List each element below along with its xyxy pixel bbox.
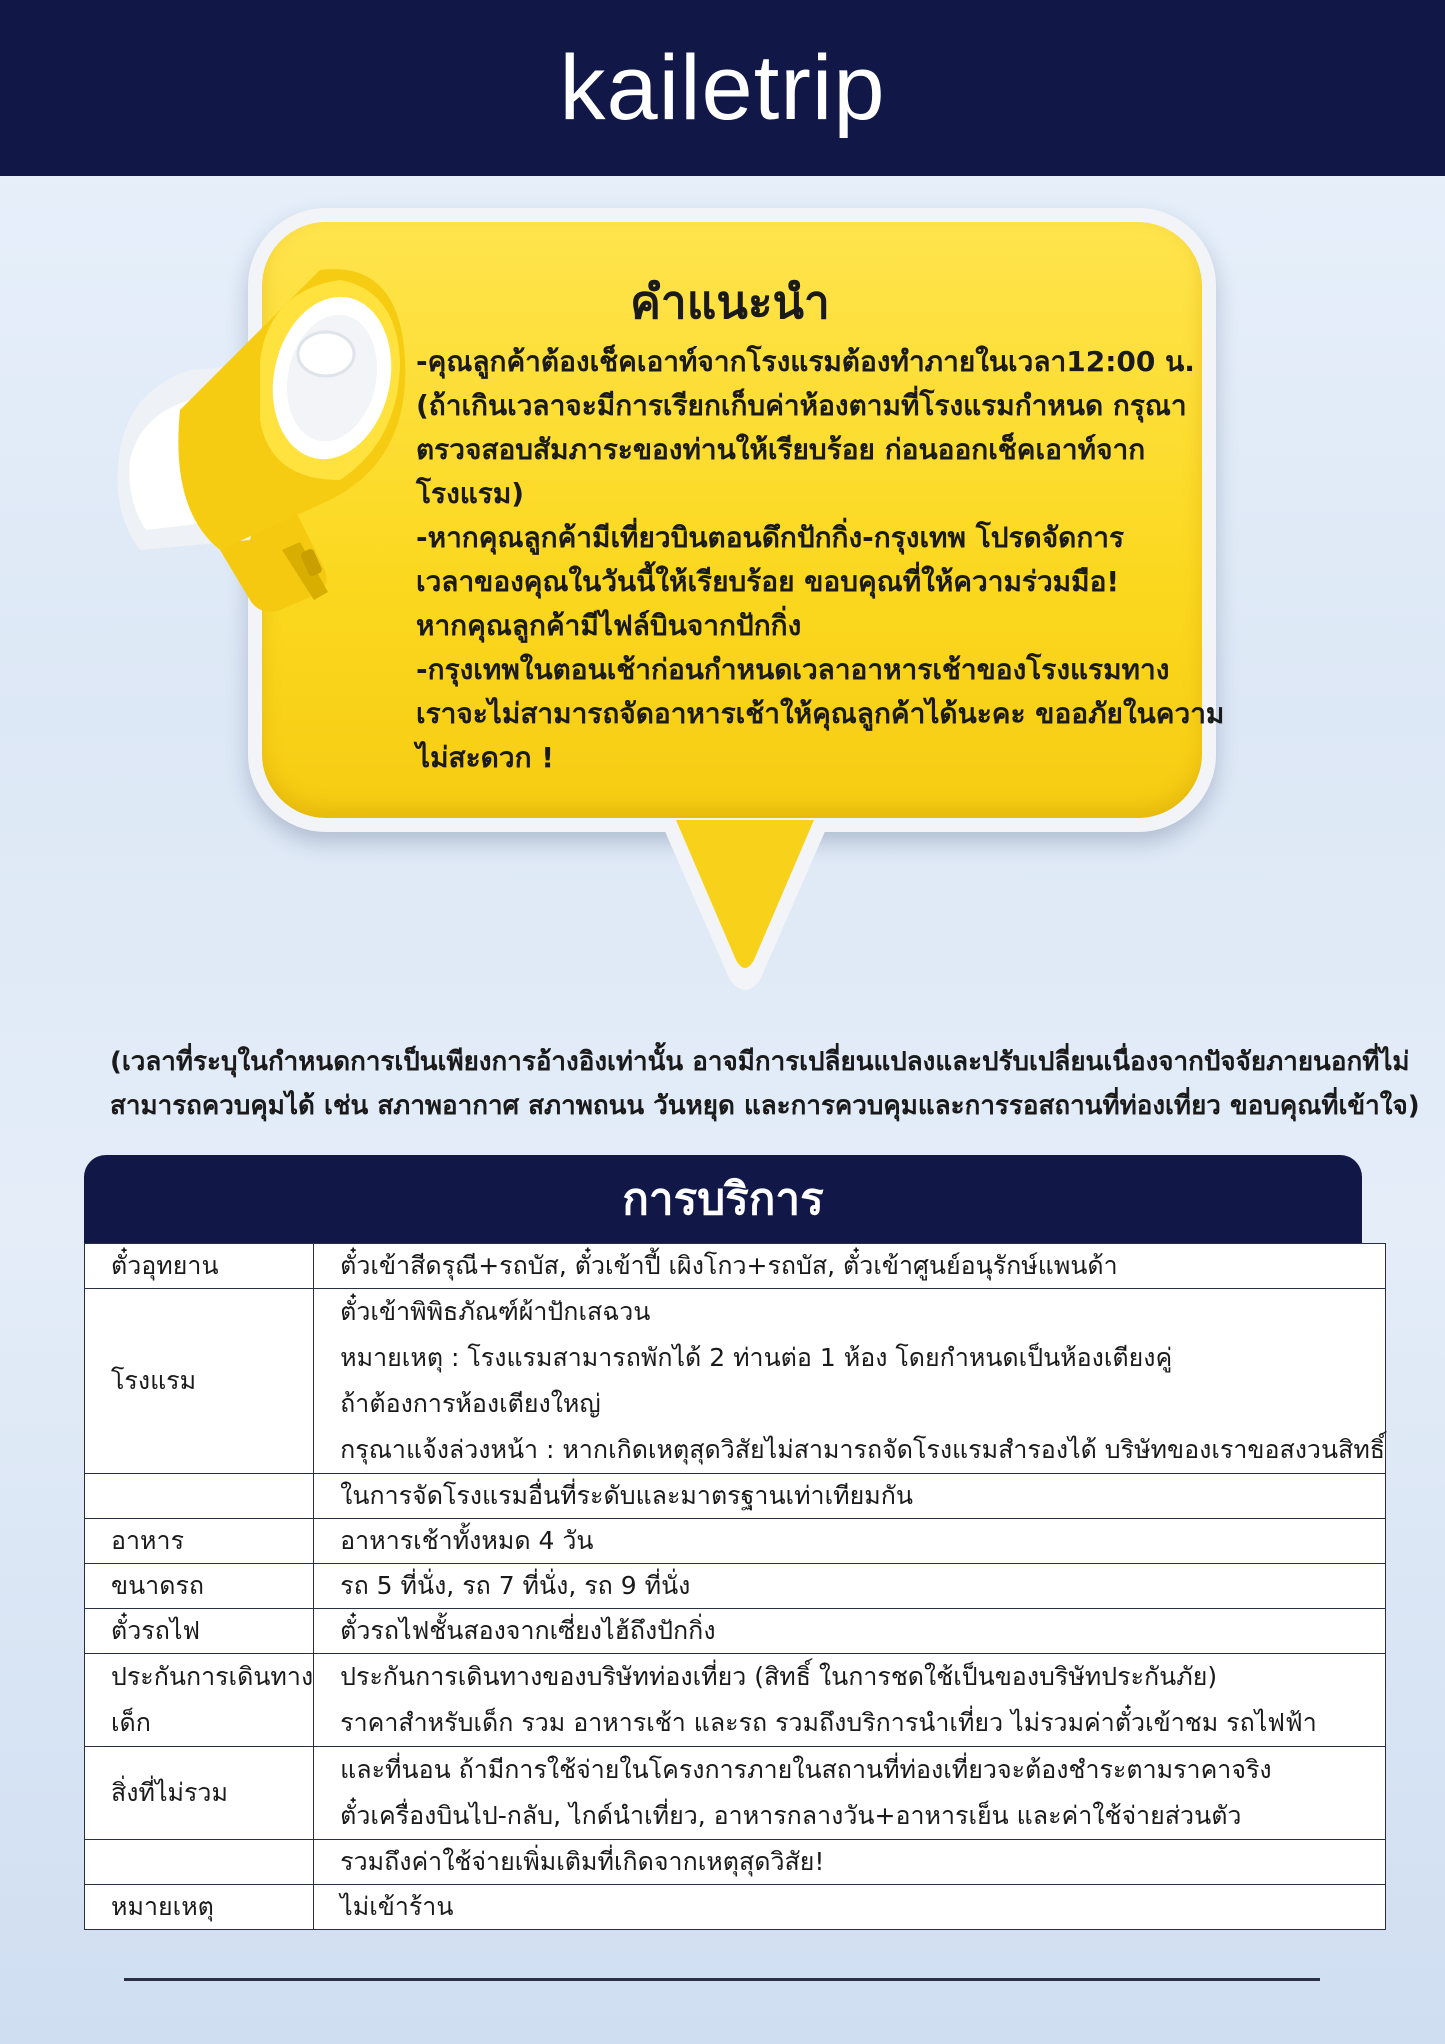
brand-logo: kailetrip xyxy=(559,36,886,139)
row-value-line: ประกันการเดินทางของบริษัทท่องเที่ยว (สิทธิ์ ในการชดใช้เป็นของบริษัทประกันภัย) xyxy=(340,1662,1218,1691)
disclaimer-line: สามารถควบคุมได้ เช่น สภาพอากาศ สภาพถนน วันหยุด และการควบคุมและการรอสถานที่ท่องเที่ยว ขอบคุณที่เข้าใจ) xyxy=(110,1091,1420,1121)
table-row xyxy=(85,1244,1386,1289)
disclaimer-line: (เวลาที่ระบุในกำหนดการเป็นเพียงการอ้างอิงเท่านั้น อาจมีการเปลี่ยนแปลงและปรับเปลี่ยนเนื่องจากปัจจัยภายนอกที่ไม่ xyxy=(110,1047,1410,1077)
footer-divider xyxy=(124,1978,1320,1981)
row-label: ขนาดรถ xyxy=(85,1564,314,1609)
table-row xyxy=(85,1289,1386,1474)
tips-text xyxy=(416,340,1225,780)
table-row xyxy=(85,1609,1386,1654)
table-row xyxy=(85,1654,1386,1747)
tips-line: -คุณลูกค้าต้องเช็คเอาท์จากโรงแรมต้องทำภายในเวลา12:00 น. xyxy=(416,345,1195,378)
tips-line: ไม่สะดวก ! xyxy=(416,741,555,774)
megaphone-icon xyxy=(100,250,410,630)
row-label: สิ่งที่ไม่รวม xyxy=(85,1747,314,1840)
row-label xyxy=(85,1654,314,1747)
table-row xyxy=(85,1564,1386,1609)
table-row xyxy=(85,1747,1386,1840)
tips-title: คำแนะนำ xyxy=(630,275,830,329)
row-label: ตั๋วรถไฟ xyxy=(85,1609,314,1654)
row-value xyxy=(314,1747,1386,1840)
row-label xyxy=(85,1474,314,1519)
table-row xyxy=(85,1474,1386,1519)
table-row xyxy=(85,1885,1386,1930)
tips-line: -หากคุณลูกค้ามีเที่ยวบินตอนดึกปักกิ่ง-กรุงเทพ โปรดจัดการ xyxy=(416,521,1125,554)
tips-line: เราจะไม่สามารถจัดอาหารเช้าให้คุณลูกค้าได้นะคะ ขออภัยในความ xyxy=(416,697,1225,730)
tips-line: (ถ้าเกินเวลาจะมีการเรียกเก็บค่าห้องตามที่โรงแรมกำหนด กรุณา xyxy=(416,389,1187,422)
row-label: โรงแรม xyxy=(85,1289,314,1474)
row-value xyxy=(314,1289,1386,1474)
header-bar xyxy=(0,0,1445,176)
tips-line: -กรุงเทพในตอนเช้าก่อนกำหนดเวลาอาหารเช้าของโรงแรมทาง xyxy=(416,653,1170,686)
row-value-line: ตั๋วเครื่องบินไป-กลับ, ไกด์นำเที่ยว, อาหารกลางวัน+อาหารเย็น และค่าใช้จ่ายส่วนตัว xyxy=(340,1801,1242,1830)
row-label: หมายเหตุ xyxy=(85,1885,314,1930)
row-value: อาหารเช้าทั้งหมด 4 วัน xyxy=(314,1519,1386,1564)
row-value-line: ราคาสำหรับเด็ก รวม อาหารเช้า และรถ รวมถึงบริการนำเที่ยว ไม่รวมค่าตั๋วเข้าชม รถไฟฟ้า xyxy=(340,1708,1317,1737)
row-label: อาหาร xyxy=(85,1519,314,1564)
bubble-tail-icon xyxy=(650,820,840,1000)
row-value-line: หมายเหตุ : โรงแรมสามารถพักได้ 2 ท่านต่อ 1 ห้อง โดยกำหนดเป็นห้องเตียงคู่ xyxy=(340,1343,1173,1372)
row-value: ตั๋วรถไฟชั้นสองจากเซี่ยงไฮ้ถึงปักกิ่ง xyxy=(314,1609,1386,1654)
row-value-line: กรุณาแจ้งล่วงหน้า : หากเกิดเหตุสุดวิสัยไม่สามารถจัดโรงแรมสำรองได้ บริษัทของเราขอสงวนสิทธิ์ xyxy=(340,1435,1386,1464)
table-row xyxy=(85,1840,1386,1885)
row-value: ไม่เข้าร้าน xyxy=(314,1885,1386,1930)
table-row xyxy=(85,1519,1386,1564)
row-value-line: ถ้าต้องการห้องเตียงใหญ่ xyxy=(340,1389,601,1418)
tips-line: เวลาของคุณในวันนี้ให้เรียบร้อย ขอบคุณที่ให้ความร่วมมือ! xyxy=(416,565,1120,598)
row-value xyxy=(314,1654,1386,1747)
tips-line: โรงแรม) xyxy=(416,477,525,510)
tips-line: หากคุณลูกค้ามีไฟล์บินจากปักกิ่ง xyxy=(416,609,802,642)
services-title: การบริการ xyxy=(622,1174,824,1225)
row-label-line: เด็ก xyxy=(111,1708,151,1737)
row-value: ตั๋วเข้าสีดรุณี+รถบัส, ตั๋วเข้าปี้ เผิงโกว+รถบัส, ตั๋วเข้าศูนย์อนุรักษ์แพนด้า xyxy=(314,1244,1386,1289)
row-label xyxy=(85,1840,314,1885)
services-table xyxy=(84,1243,1386,1930)
row-value: รวมถึงค่าใช้จ่ายเพิ่มเติมที่เกิดจากเหตุสุดวิสัย! xyxy=(314,1840,1386,1885)
schedule-disclaimer xyxy=(110,1040,1420,1128)
row-value-line: ตั๋วเข้าพิพิธภัณฑ์ผ้าปักเสฉวน xyxy=(340,1297,651,1326)
row-value-line: และที่นอน ถ้ามีการใช้จ่ายในโครงการภายในสถานที่ท่องเที่ยวจะต้องชำระตามราคาจริง xyxy=(340,1755,1272,1784)
row-label-line: ประกันการเดินทาง xyxy=(111,1662,314,1691)
tips-line: ตรวจสอบสัมภาระของท่านให้เรียบร้อย ก่อนออกเช็คเอาท์จาก xyxy=(416,433,1146,466)
row-value: ในการจัดโรงแรมอื่นที่ระดับและมาตรฐานเท่าเทียมกัน xyxy=(314,1474,1386,1519)
services-header xyxy=(84,1155,1362,1243)
row-value: รถ 5 ที่นั่ง, รถ 7 ที่นั่ง, รถ 9 ที่นั่ง xyxy=(314,1564,1386,1609)
row-label: ตั๋วอุทยาน xyxy=(85,1244,314,1289)
